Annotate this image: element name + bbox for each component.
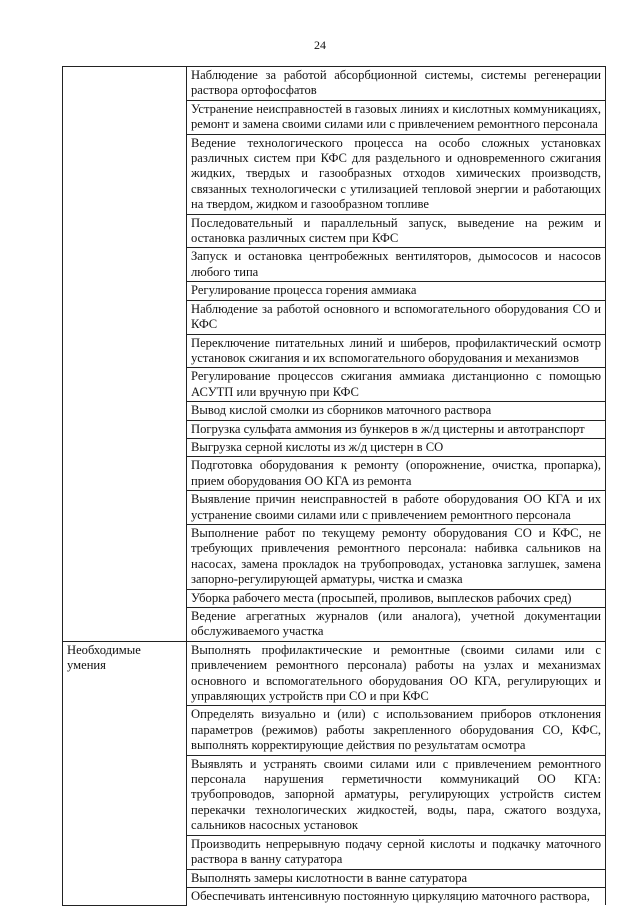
item-text: Наблюдение за работой основного и вспомогательного оборудования СО и КФС	[187, 300, 606, 334]
item-text: Выполнять профилактические и ремонтные (своими силами или с привлечением ремонтного персонала) работы на узлах и механизмах основного и вспомогательного оборудования ОО КГА, регулирующих и управляющих устройств при СО и при КФС	[187, 641, 606, 706]
table-body	[63, 67, 606, 906]
item-text: Ведение технологического процесса на особо сложных установках различных систем при КФС для раздельного и одновременного сжигания жидких, твердых и газообразных отходов химических производств, связанных технологически с утилизацией тепловой энергии и работающих на твердом, жидком и газообразном топливе	[187, 134, 606, 214]
item-text: Производить непрерывную подачу серной кислоты и подкачку маточного раствора в ванну сатуратора	[187, 835, 606, 869]
item-text: Выполнять замеры кислотности в ванне сатуратора	[187, 869, 606, 887]
item-text: Обеспечивать интенсивную постоянную циркуляцию маточного раствора,	[187, 887, 606, 905]
section-label-cell	[63, 67, 187, 642]
item-text: Погрузка сульфата аммония из бункеров в ж/д цистерны и автотранспорт	[187, 420, 606, 438]
table-row	[63, 641, 606, 706]
table-row	[63, 67, 606, 101]
item-text: Последовательный и параллельный запуск, выведение на режим и остановка различных систем при КФС	[187, 214, 606, 248]
section-label: Необходимые умения	[67, 642, 141, 673]
item-text: Выявлять и устранять своими силами или с привлечением ремонтного персонала нарушения герметичности коммуникаций ОО КГА: трубопроводов, запорной арматуры, регулирующих устройств систем перекачки технологических жидкостей, воды, пара, сжатого воздуха, сальников насосных установок	[187, 755, 606, 835]
item-text: Выполнение работ по текущему ремонту оборудования СО и КФС, не требующих привлечения ремонтного персонала: набивка сальников на насосах, замена прокладок на трубопроводах, установка заглушек, замена запорно-регулирующей арматуры, чистка и смазка	[187, 524, 606, 589]
item-text: Ведение агрегатных журналов (или аналога), учетной документации обслуживаемого участка	[187, 608, 606, 642]
item-text: Переключение питательных линий и шиберов, профилактический осмотр установок сжигания и их вспомогательного оборудования и механизмов	[187, 334, 606, 368]
page-number: 24	[314, 38, 326, 52]
item-text: Определять визуально и (или) с использованием приборов отклонения параметров (режимов) работы закрепленного оборудования СО, КФС, выполнять корректирующие действия по результатам осмотра	[187, 706, 606, 755]
item-text: Запуск и остановка центробежных вентиляторов, дымососов и насосов любого типа	[187, 248, 606, 282]
item-text: Выгрузка серной кислоты из ж/д цистерн в СО	[187, 438, 606, 456]
section-label-cell	[63, 641, 187, 905]
item-text: Наблюдение за работой абсорбционной системы, системы регенерации раствора ортофосфатов	[187, 67, 606, 101]
item-text: Выявление причин неисправностей в работе оборудования ОО КГА и их устранение своими силами или с привлечением ремонтного персонала	[187, 491, 606, 525]
item-text: Регулирование процесса горения аммиака	[187, 282, 606, 300]
item-text: Вывод кислой смолки из сборников маточного раствора	[187, 402, 606, 420]
item-text: Регулирование процессов сжигания аммиака дистанционно с помощью АСУТП или вручную при КФС	[187, 368, 606, 402]
item-text: Подготовка оборудования к ремонту (опорожнение, очистка, пропарка), прием оборудования ОО КГА из ремонта	[187, 457, 606, 491]
item-text: Уборка рабочего места (просыпей, проливов, выплесков рабочих сред)	[187, 589, 606, 607]
section-label	[67, 67, 182, 68]
item-text: Устранение неисправностей в газовых линиях и кислотных коммуникациях, ремонт и замена своими силами или с привлечением ремонтного персонала	[187, 100, 606, 134]
labor-functions-table	[62, 66, 606, 906]
